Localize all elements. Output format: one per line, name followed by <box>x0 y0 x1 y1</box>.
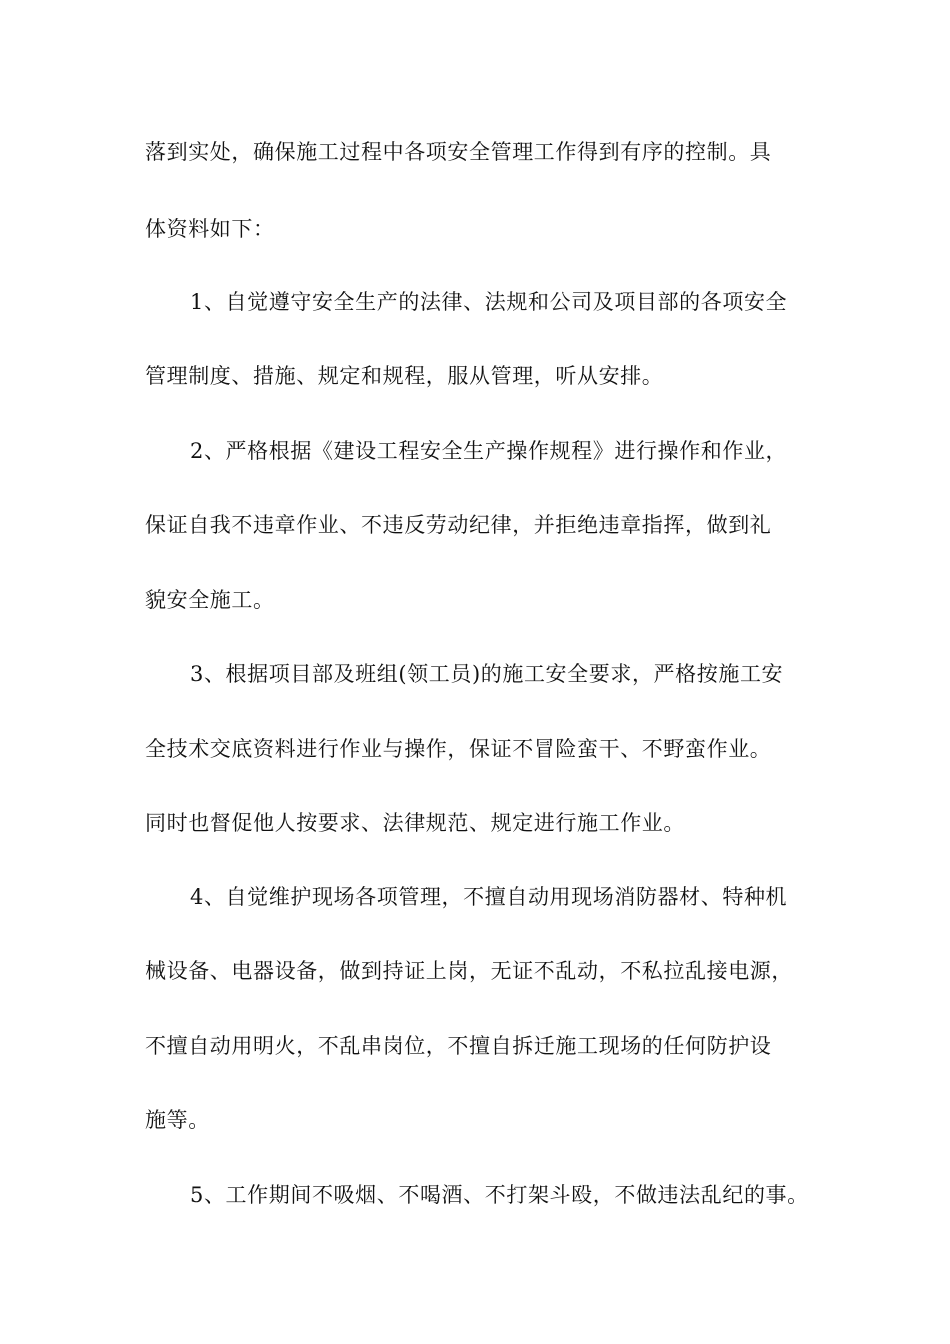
list-item-2-line: 貌安全施工。 <box>145 588 275 612</box>
list-item-4-line: 施等。 <box>145 1108 210 1132</box>
paragraph-line: 落到实处，确保施工过程中各项安全管理工作得到有序的控制。具 <box>145 140 772 164</box>
list-item-4-line: 不擅自动用明火，不乱串岗位，不擅自拆迁施工现场的任何防护设 <box>145 1034 772 1058</box>
list-item-5-line: 5、工作期间不吸烟、不喝酒、不打架斗殴，不做违法乱纪的事。 <box>190 1183 809 1207</box>
list-item-3-line: 3、根据项目部及班组(领工员)的施工安全要求，严格按施工安 <box>190 662 784 686</box>
paragraph-line: 体资料如下： <box>145 217 275 241</box>
list-item-3-line: 同时也督促他人按要求、法律规范、规定进行施工作业。 <box>145 811 685 835</box>
list-item-3-line: 全技术交底资料进行作业与操作，保证不冒险蛮干、不野蛮作业。 <box>145 737 772 761</box>
list-item-2-line: 保证自我不违章作业、不违反劳动纪律，并拒绝违章指挥，做到礼 <box>145 513 772 537</box>
list-item-2-line: 2、严格根据《建设工程安全生产操作规程》进行操作和作业， <box>190 439 788 463</box>
list-item-1-line: 1、自觉遵守安全生产的法律、法规和公司及项目部的各项安全 <box>190 290 788 314</box>
list-item-1-line: 管理制度、措施、规定和规程，服从管理，听从安排。 <box>145 364 664 388</box>
list-item-4-line: 械设备、电器设备，做到持证上岗，无证不乱动，不私拉乱接电源， <box>145 959 793 983</box>
list-item-4-line: 4、自觉维护现场各项管理，不擅自动用现场消防器材、特种机 <box>190 885 788 909</box>
